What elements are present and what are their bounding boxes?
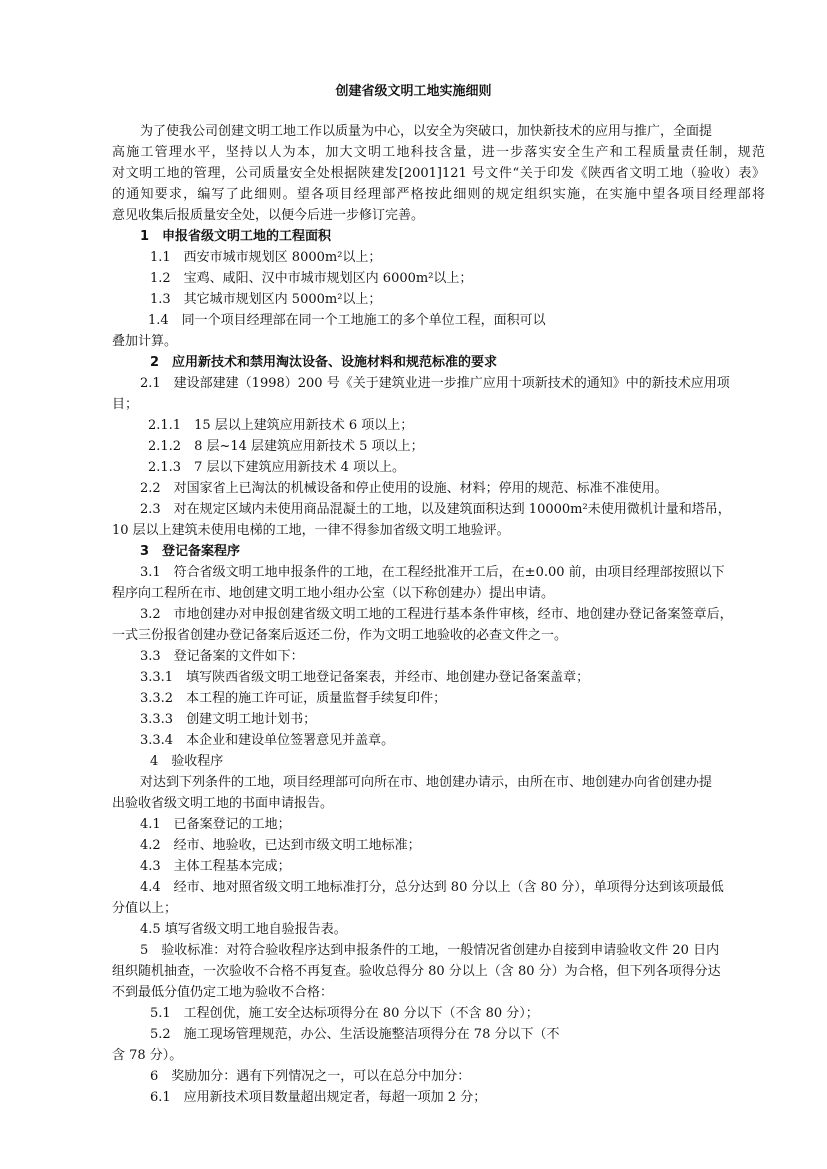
text-line: 2.3 对在规定区域内未使用商品混凝土的工地，以及建筑面积达到 10000m²未使用微机计量和塔吊，	[140, 502, 731, 517]
text-line: 叠加计算。	[112, 334, 178, 349]
text-line: 2.2 对国家省上已淘汰的机械设备和停止使用的设施、材料；停用的规范、标准不准使用。	[140, 481, 668, 496]
text-line: 3.3.4 本企业和建设单位签署意见并盖章。	[140, 733, 395, 748]
text-line: 1.3 其它城市规划区内 5000m²以上；	[150, 292, 382, 307]
text-line: 6.1 应用新技术项目数量超出规定者，每超一项加 2 分；	[150, 1090, 487, 1105]
text-line: 2.1 建设部建建（1998）200 号《关于建筑业进一步推广应用十项新技术的通知》中的新技术应用项	[140, 376, 730, 391]
text-line: 不到最低分值仍定工地为验收不合格：	[112, 985, 334, 1000]
text-line: 出验收省级文明工地的书面申请报告。	[112, 796, 334, 811]
text-line: 10 层以上建筑未使用电梯的工地，一律不得参加省级文明工地验评。	[112, 523, 510, 538]
text-line: 4.5 填写省级文明工地自验报告表。	[140, 922, 347, 937]
text-line: 4.3 主体工程基本完成；	[140, 859, 291, 874]
text-line: 1.4 同一个项目经理部在同一个工地施工的多个单位工程，面积可以	[148, 313, 546, 328]
text-line: 含 78 分）。	[112, 1048, 183, 1063]
text-line: 对文明工地的管理，公司质量安全处根据陕建发[2001]121 号文件“关于印发《陕西省文明工地（验收）表》	[112, 166, 765, 181]
text-line: 3.3 登记备案的文件如下：	[140, 649, 304, 664]
text-line: 目；	[112, 397, 139, 412]
text-line: 2.1.1 15 层以上建筑应用新技术 6 项以上；	[148, 418, 414, 433]
text-line: 组织随机抽查，一次验收不合格不再复查。验收总得分 80 分以上（含 80 分）为合格，但下列各项得分达	[112, 964, 721, 979]
text-line: 3.3.2 本工程的施工许可证，质量监督手续复印件；	[140, 691, 447, 706]
section-heading: 1 申报省级文明工地的工程面积	[140, 229, 332, 244]
section-heading: 3 登记备案程序	[140, 544, 241, 559]
text-line: 2.1.2 8 层~14 层建筑应用新技术 5 项以上；	[148, 439, 424, 454]
text-line: 一式三份报省创建办登记备案后返还二份，作为文明工地验收的必查文件之一。	[112, 628, 568, 643]
text-line: 1.2 宝鸡、咸阳、汉中市城市规划区内 6000m²以上；	[150, 271, 473, 286]
text-line: 4.4 经市、地对照省级文明工地标准打分，总分达到 80 分以上（含 80 分），单项得分达到该项最低	[140, 880, 724, 895]
text-line: 意见收集后报质量安全处，以便今后进一步修订完善。	[112, 208, 425, 223]
text-line: 的通知要求，编写了此细则。望各项目经理部严格按此细则的规定组织实施，在实施中望各项目经理部将	[112, 187, 765, 202]
text-line: 3.2 市地创建办对申报创建省级文明工地的工程进行基本条件审核，经市、地创建办登记备案签章后，	[140, 607, 733, 622]
text-line: 对达到下列条件的工地，项目经理部可向所在市、地创建办请示，由所在市、地创建办向省创建办提	[140, 775, 713, 790]
text-line: 2.1.3 7 层以下建筑应用新技术 4 项以上。	[148, 460, 406, 475]
section-heading: 2 应用新技术和禁用淘汰设备、设施材料和规范标准的要求	[150, 355, 498, 370]
text-line: 3.3.1 填写陕西省级文明工地登记备案表，并经市、地创建办登记备案盖章；	[140, 670, 590, 685]
text-line: 5.1 工程创优，施工安全达标项得分在 80 分以下（不含 80 分）；	[150, 1006, 539, 1021]
text-line: 5.2 施工现场管理规范，办公、生活设施整洁项得分在 78 分以下（不	[150, 1027, 560, 1042]
text-line: 6 奖励加分：遇有下列情况之一，可以在总分中加分：	[150, 1069, 471, 1084]
text-line: 1.1 西安市城市规划区 8000m²以上；	[150, 250, 382, 265]
text-line: 4.2 经市、地验收，已达到市级文明工地标准；	[140, 838, 421, 853]
text-line: 4.1 已备案登记的工地；	[140, 817, 291, 832]
text-line: 3.1 符合省级文明工地申报条件的工地，在工程经批准开工后，在±0.00 前，由项目经理部按照以下	[140, 565, 725, 580]
page-title: 创建省级文明工地实施细则	[335, 84, 492, 99]
text-line: 5 验收标准：对符合验收程序达到申报条件的工地，一般情况省创建办自接到申请验收文件 20 日内	[140, 943, 720, 958]
text-line: 程序向工程所在市、地创建文明工地小组办公室（以下称创建办）提出申请。	[112, 586, 555, 601]
text-line: 4 验收程序	[150, 754, 224, 769]
text-line: 3.3.3 创建文明工地计划书；	[140, 712, 317, 727]
text-line: 分值以上；	[112, 901, 178, 916]
text-line: 为了使我公司创建文明工地工作以质量为中心，以安全为突破口，加快新技术的应用与推广，全面提	[140, 124, 713, 139]
text-line: 高施工管理水平，坚持以人为本，加大文明工地科技含量，进一步落实安全生产和工程质量责任制，规范	[112, 145, 765, 160]
